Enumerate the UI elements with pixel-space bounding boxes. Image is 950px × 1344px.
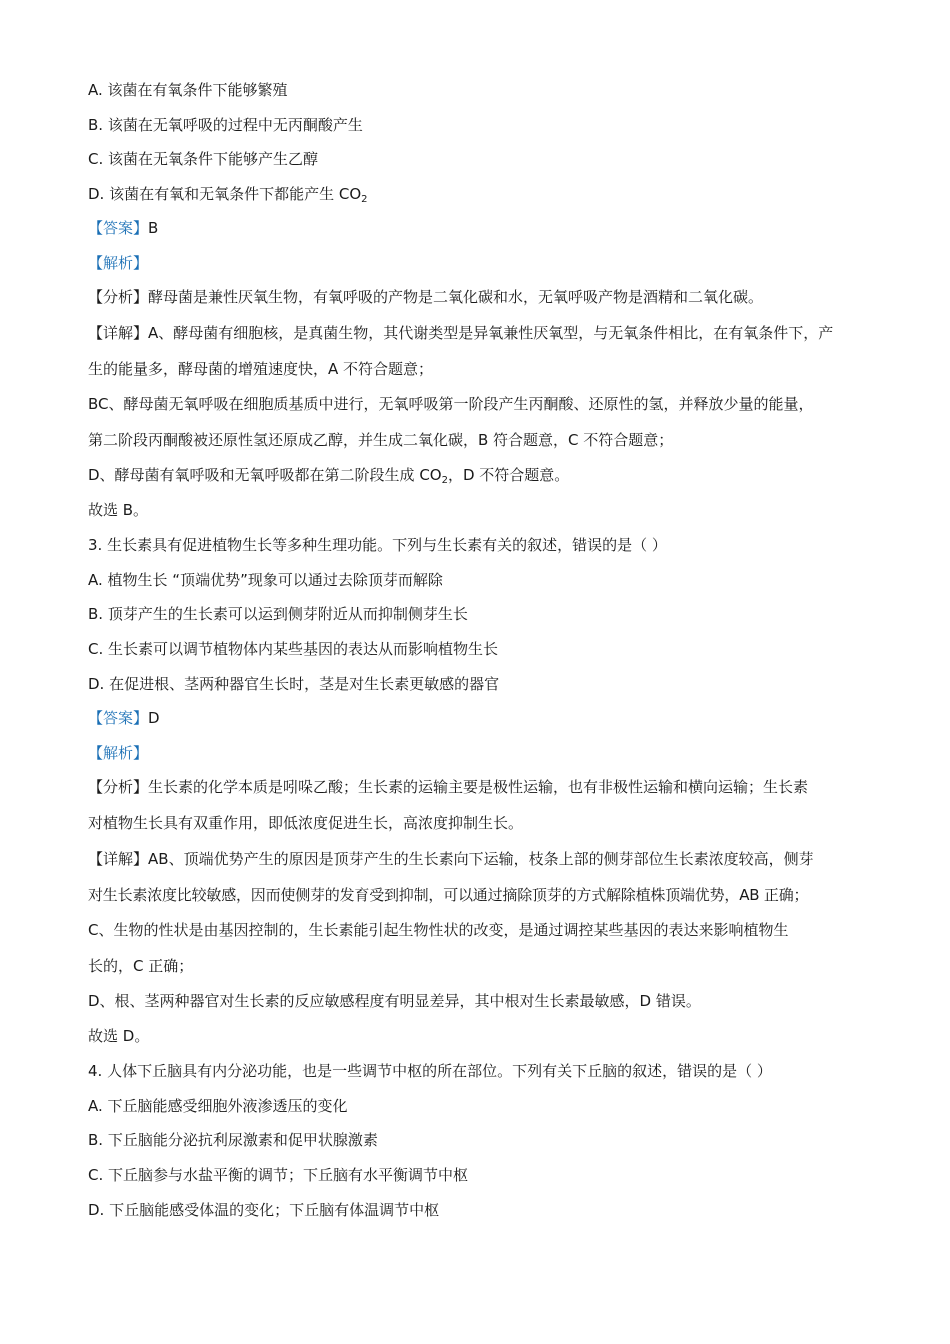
q2-xiangjie-1 xyxy=(88,323,833,343)
q2-choose: 故选 B。 xyxy=(88,501,149,519)
q3-xiangjie-5: D、根、茎两种器官对生长素的反应敏感程度有明显差异，其中根对生长素最敏感，D 错误。 xyxy=(88,992,701,1010)
q2-option-c: C. 该菌在无氧条件下能够产生乙醇 xyxy=(88,150,319,168)
q3-stem: 3. 生长素具有促进植物生长等多种生理功能。下列与生长素有关的叙述，错误的是（ ） xyxy=(88,536,667,554)
q4-option-c: C. 下丘脑参与水盐平衡的调节；下丘脑有水平衡调节中枢 xyxy=(88,1166,469,1184)
q3-xiangjie-2: 对生长素浓度比较敏感，因而使侧芽的发育受到抑制，可以通过摘除顶芽的方式解除植株顶端优势，AB 正确； xyxy=(88,886,809,904)
q3-answer xyxy=(88,708,160,728)
q2-xiangjie-tag: 【详解】 xyxy=(88,324,149,342)
q2-option-a: A. 该菌在有氧条件下能够繁殖 xyxy=(88,81,288,99)
q2-xiangjie-text-1: A、酵母菌有细胞核，是真菌生物，其代谢类型是异氧兼性厌氧型，与无氧条件相比，在有氧条件下，产 xyxy=(148,324,834,342)
q3-xiangjie-3: C、生物的性状是由基因控制的，生长素能引起生物性状的改变，是通过调控某些基因的表达来影响植物生 xyxy=(88,921,789,939)
q4-option-b: B. 下丘脑能分泌抗利尿激素和促甲状腺激素 xyxy=(88,1131,378,1149)
q2-xiangjie-5-sub: 2 xyxy=(441,475,448,486)
q3-xiangjie-1 xyxy=(88,849,814,869)
q2-fenxi xyxy=(88,287,763,307)
q2-option-d xyxy=(88,184,368,204)
q2-xiangjie-5 xyxy=(88,465,569,485)
q3-fenxi-text-1: 生长素的化学本质是吲哚乙酸；生长素的运输主要是极性运输，也有非极性运输和横向运输；生长素 xyxy=(148,778,809,796)
q2-xiangjie-5-text: D、酵母菌有氧呼吸和无氧呼吸都在第二阶段生成 CO xyxy=(88,466,442,484)
q2-analysis-tag: 【解析】 xyxy=(88,254,149,272)
q3-xiangjie-4: 长的，C 正确； xyxy=(88,957,194,975)
q3-fenxi-1 xyxy=(88,777,808,797)
q2-xiangjie-2: 生的能量多，酵母菌的增殖速度快，A 不符合题意； xyxy=(88,360,434,378)
q3-choose: 故选 D。 xyxy=(88,1027,150,1045)
q2-xiangjie-3: BC、酵母菌无氧呼吸在细胞质基质中进行，无氧呼吸第一阶段产生丙酮酸、还原性的氢，并释放少量的能量， xyxy=(88,395,814,413)
q2-answer xyxy=(88,218,158,238)
q2-answer-tag: 【答案】 xyxy=(88,219,149,237)
q3-answer-value: D xyxy=(148,709,160,727)
q2-xiangjie-4: 第二阶段丙酮酸被还原性氢还原成乙醇，并生成二氧化碳，B 符合题意，C 不符合题意； xyxy=(88,431,674,449)
q3-xiangjie-tag: 【详解】 xyxy=(88,850,149,868)
q3-fenxi-2: 对植物生长具有双重作用，即低浓度促进生长，高浓度抑制生长。 xyxy=(88,814,524,832)
q3-option-d: D. 在促进根、茎两种器官生长时，茎是对生长素更敏感的器官 xyxy=(88,675,500,693)
q3-xiangjie-text-1: AB、顶端优势产生的原因是顶芽产生的生长素向下运输，枝条上部的侧芽部位生长素浓度较高，侧芽 xyxy=(148,850,814,868)
q3-option-c: C. 生长素可以调节植物体内某些基因的表达从而影响植物生长 xyxy=(88,640,499,658)
q2-option-d-text: D. 该菌在有氧和无氧条件下都能产生 CO xyxy=(88,185,362,203)
q4-stem: 4. 人体下丘脑具有内分泌功能，也是一些调节中枢的所在部位。下列有关下丘脑的叙述，错误的是（ ） xyxy=(88,1062,772,1080)
q4-option-a: A. 下丘脑能感受细胞外液渗透压的变化 xyxy=(88,1097,348,1115)
q3-answer-tag: 【答案】 xyxy=(88,709,149,727)
q2-answer-value: B xyxy=(148,219,159,237)
q2-option-b: B. 该菌在无氧呼吸的过程中无丙酮酸产生 xyxy=(88,116,363,134)
q2-option-d-sub: 2 xyxy=(361,194,368,205)
q3-option-b: B. 顶芽产生的生长素可以运到侧芽附近从而抑制侧芽生长 xyxy=(88,605,468,623)
q4-option-d: D. 下丘脑能感受体温的变化；下丘脑有体温调节中枢 xyxy=(88,1201,440,1219)
q3-option-a: A. 植物生长 “顶端优势”现象可以通过去除顶芽而解除 xyxy=(88,571,443,589)
q3-analysis-tag: 【解析】 xyxy=(88,744,149,762)
q3-fenxi-tag: 【分析】 xyxy=(88,778,149,796)
q2-fenxi-tag: 【分析】 xyxy=(88,288,149,306)
q2-xiangjie-5-suffix: ，D 不符合题意。 xyxy=(447,466,570,484)
q2-fenxi-text: 酵母菌是兼性厌氧生物，有氧呼吸的产物是二氧化碳和水，无氧呼吸产物是酒精和二氧化碳。 xyxy=(148,288,764,306)
